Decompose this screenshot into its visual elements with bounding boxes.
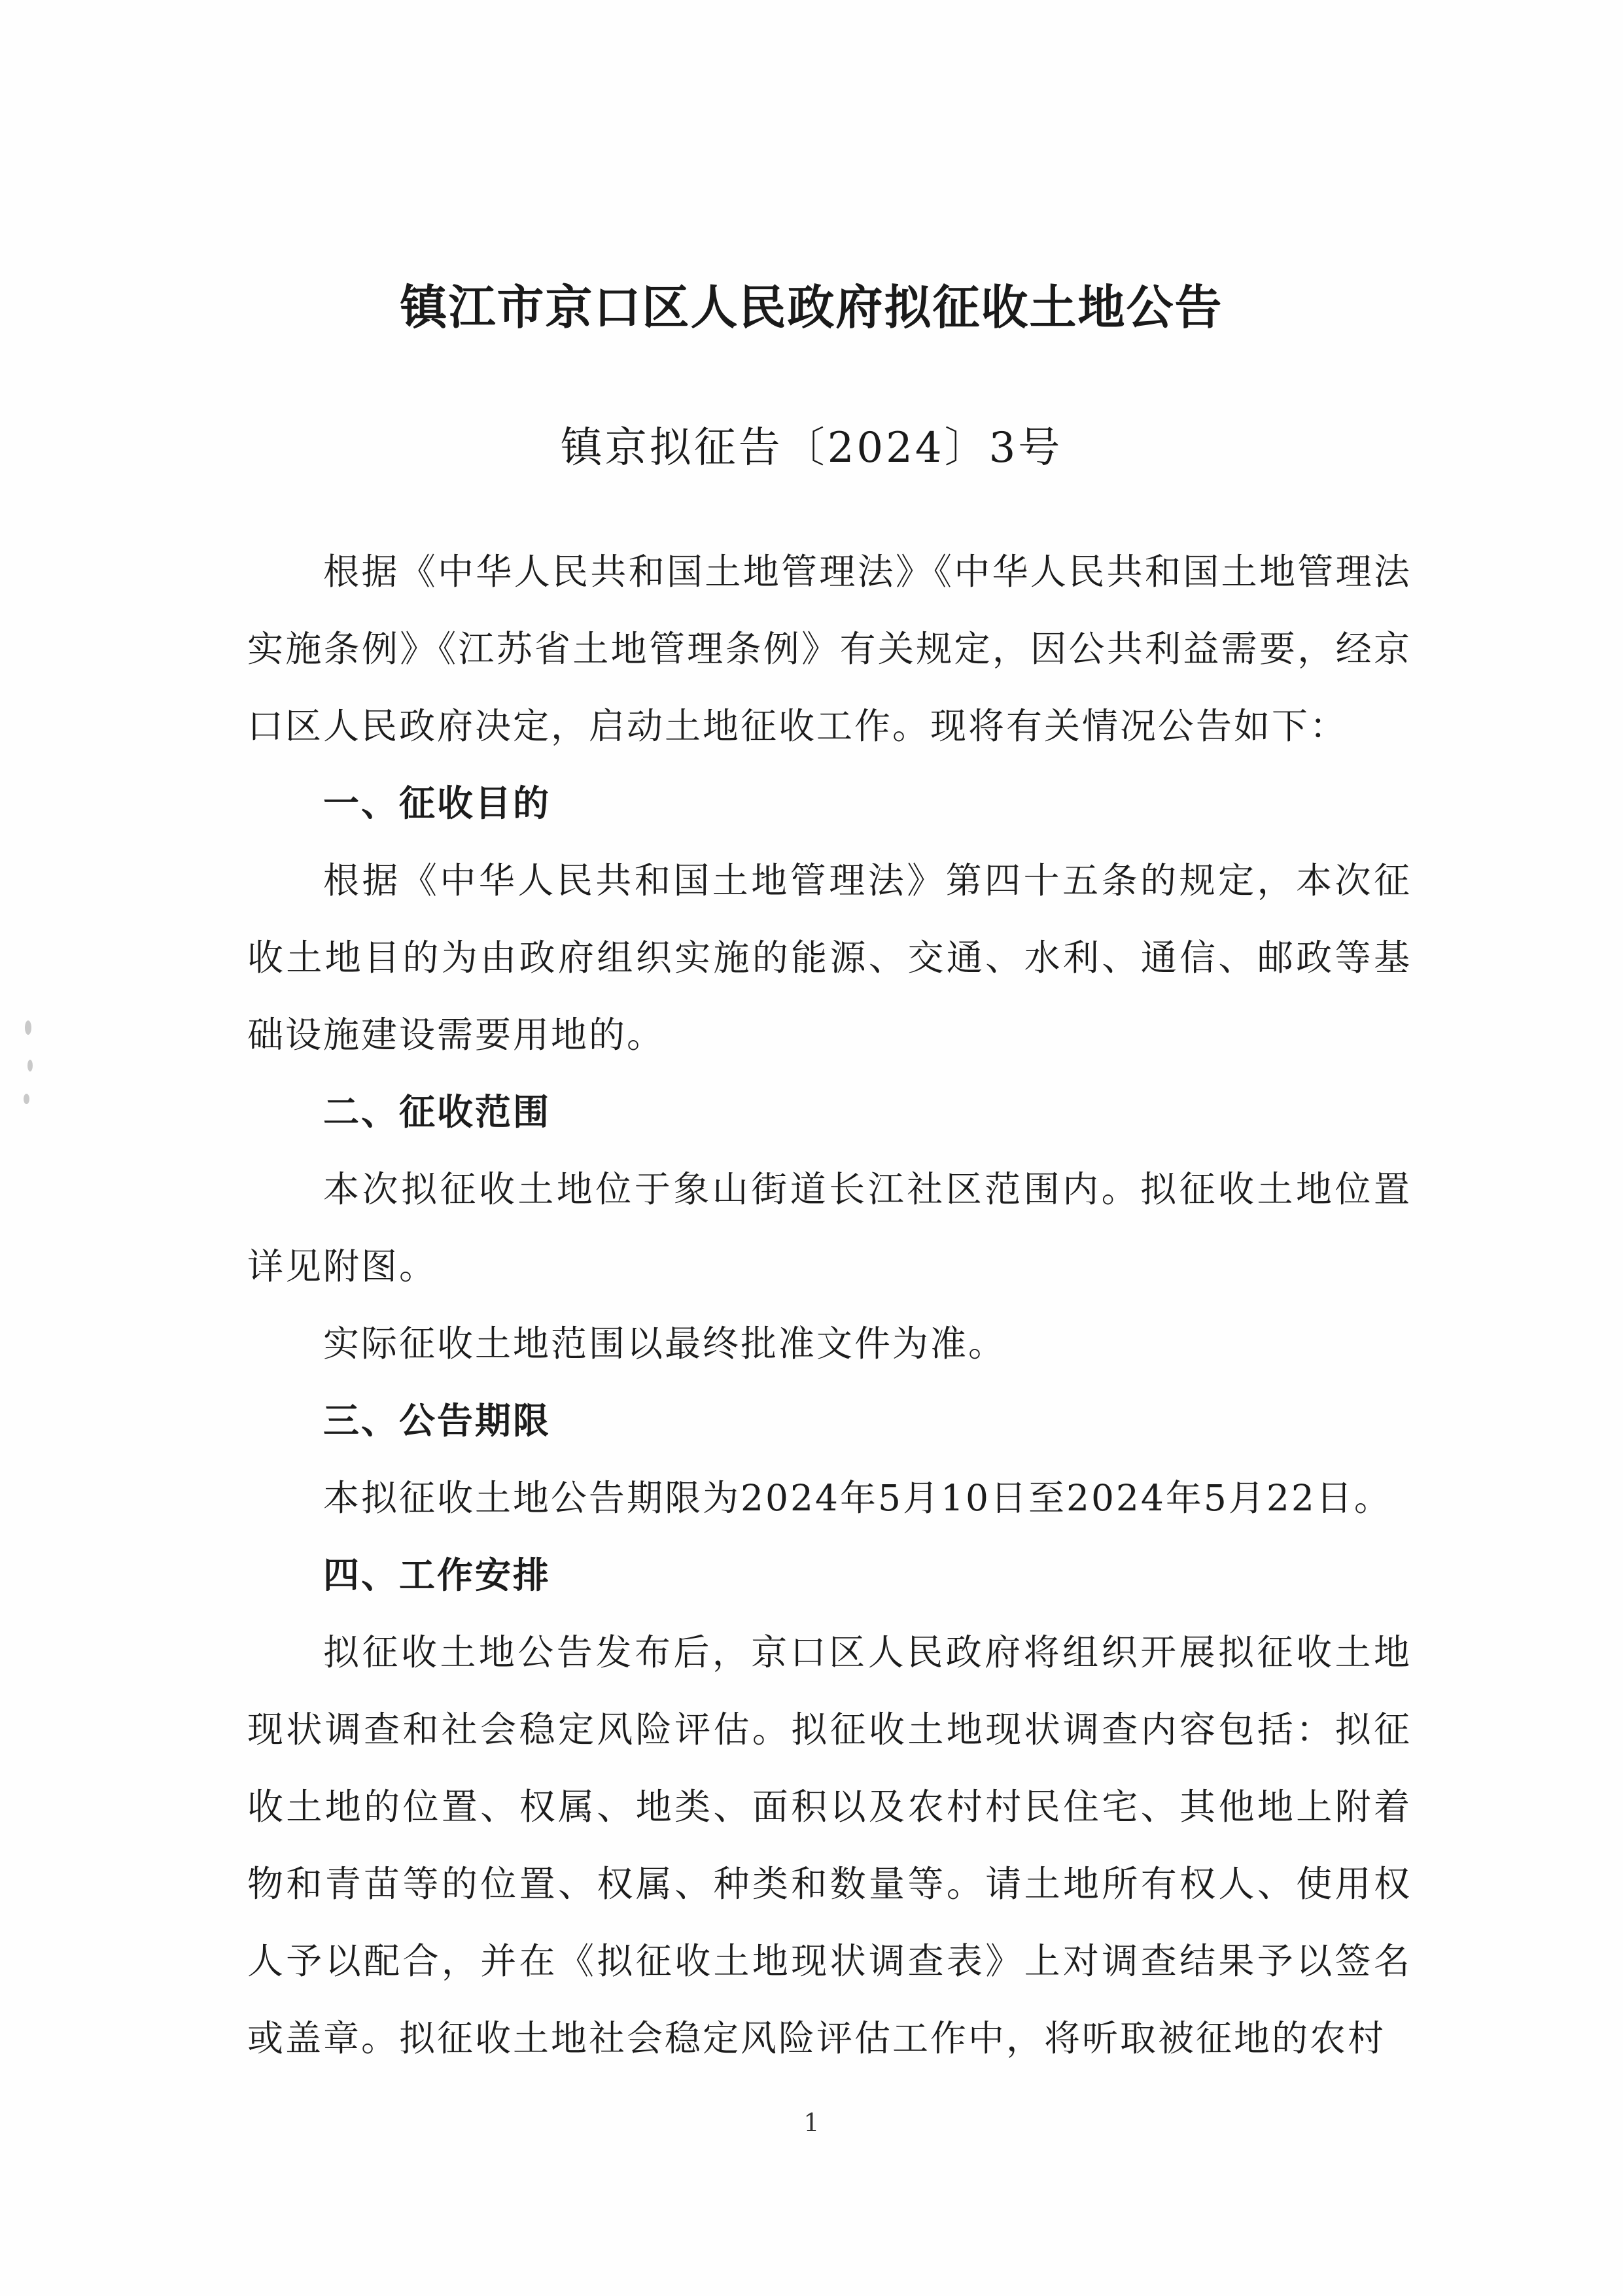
section-heading-arrangement: 四、工作安排 [323,1554,551,1596]
document-number: 镇京拟征告〔2024〕3号 [560,424,1063,472]
scan-speck [25,1020,31,1035]
page-number: 1 [803,2108,820,2137]
paragraph-scope-note: 实际征收土地范围以最终批准文件为准。 [323,1323,1007,1365]
paragraph-purpose: 根据《中华人民共和国土地管理法》第四十五条的规定，本次征收土地目的为由政府组织实施的能源、交通、水利、通信、邮政等基础设施建设需要用地的。 [247,860,1412,1056]
paragraph-scope: 本次拟征收土地位于象山街道长江社区范围内。拟征收土地位置详见附图。 [247,1168,1412,1287]
scan-speck [27,1060,33,1071]
paragraph-intro: 根据《中华人民共和国土地管理法》《中华人民共和国土地管理法实施条例》《江苏省土地管理条例》有关规定，因公共利益需要，经京口区人民政府决定，启动土地征收工作。现将有关情况公告如下： [247,551,1412,747]
section-heading-period: 三、公告期限 [323,1400,551,1442]
document-title: 镇江市京口区人民政府拟征收土地公告 [400,280,1223,335]
document-body [247,533,1412,2077]
paragraph-period: 本拟征收土地公告期限为2024年5月10日至2024年5月22日。 [323,1477,1392,1519]
section-heading-scope: 二、征收范围 [323,1091,551,1133]
scan-speck [24,1094,29,1104]
paragraph-arrangement: 拟征收土地公告发布后，京口区人民政府将组织开展拟征收土地现状调查和社会稳定风险评估。拟征收土地现状调查内容包括：拟征收土地的位置、权属、地类、面积以及农村村民住宅、其他地上附着物和青苗等的位置、权属、种类和数量等。请土地所有权人、使用权人予以配合，并在《拟征收土地现状调查表》上对调查结果予以签名或盖章。拟征收土地社会稳定风险评估工作中，将听取被征地的农村 [247,1631,1412,2059]
section-heading-purpose: 一、征收目的 [323,782,551,824]
